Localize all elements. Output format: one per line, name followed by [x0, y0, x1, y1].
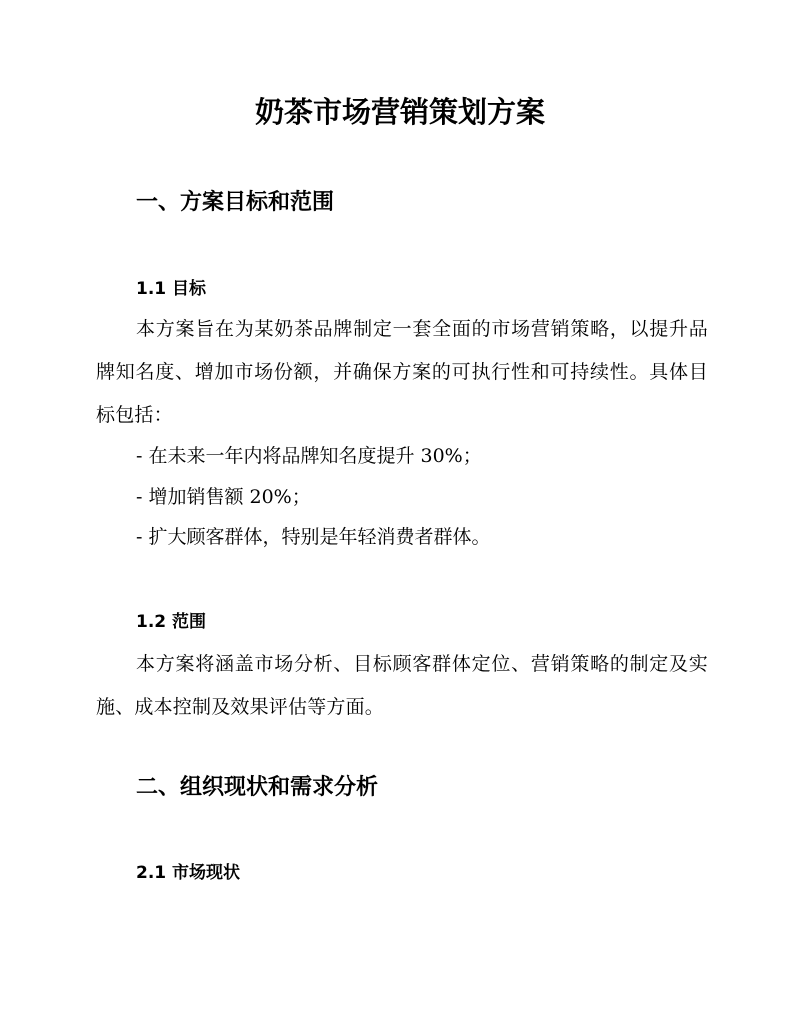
section-2-1-heading: 2.1 市场现状	[136, 863, 241, 883]
section-1-heading: 一、方案目标和范围	[136, 190, 335, 215]
section-1-2-paragraph: 本方案将涵盖市场分析、目标顾客群体定位、营销策略的制定及实施、成本控制及效果评估等方面。	[96, 653, 708, 718]
section-1-1-paragraph: 本方案旨在为某奶茶品牌制定一套全面的市场营销策略，以提升品牌知名度、增加市场份额，并确保方案的可执行性和可持续性。具体目标包括：	[96, 318, 708, 426]
section-2-heading: 二、组织现状和需求分析	[136, 775, 379, 800]
goal-bullet-3: - 扩大顾客群体，特别是年轻消费者群体。	[136, 526, 491, 548]
goal-bullet-1: - 在未来一年内将品牌知名度提升 30%；	[136, 445, 482, 467]
section-1-1-heading: 1.1 目标	[136, 279, 207, 299]
section-1-2-heading: 1.2 范围	[136, 612, 207, 632]
goal-bullet-2: - 增加销售额 20%；	[136, 486, 311, 508]
document-title: 奶茶市场营销策划方案	[254, 95, 545, 129]
